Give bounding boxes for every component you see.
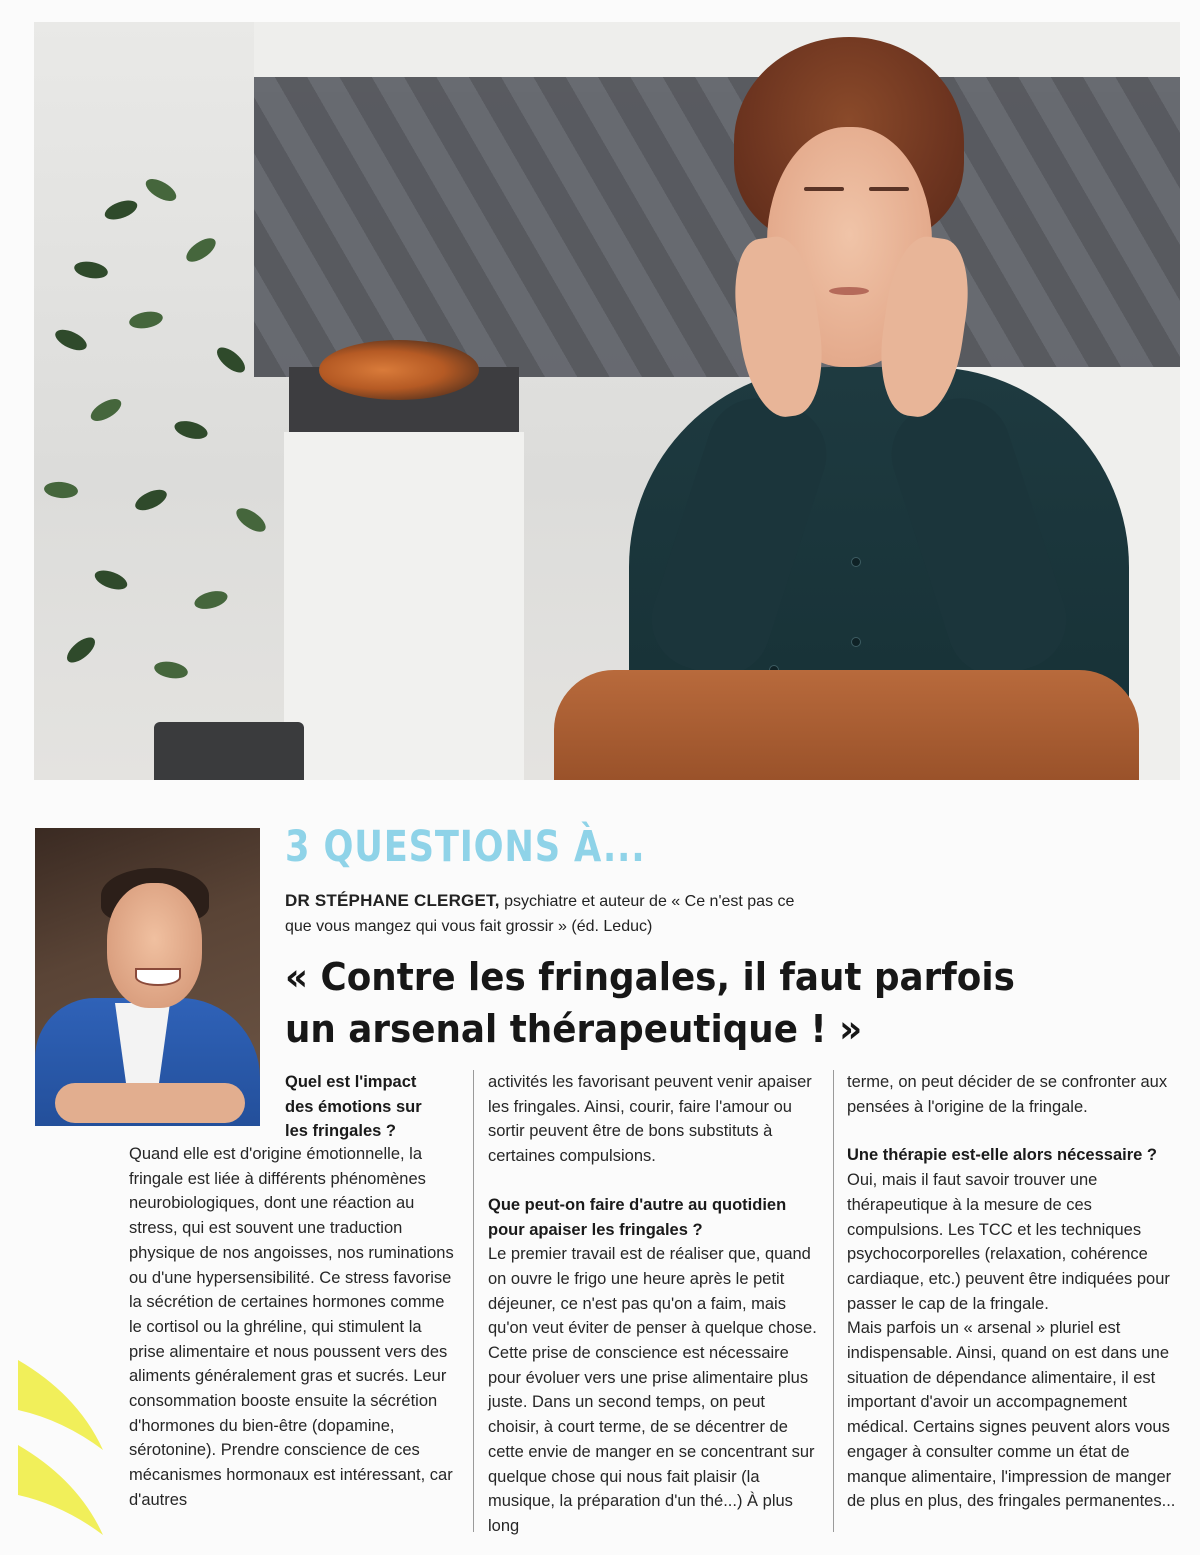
author-name: DR STÉPHANE CLERGET, (285, 891, 500, 910)
fruit-bowl (319, 340, 479, 400)
answer-3-paragraph-1: Oui, mais il faut savoir trouver une thérapeutique à la mesure de ces compulsions. Les TCC et les techniques psychocorporelles (relaxation, cohérence cardiaque, etc.) peuvent être indiquées pour passer le cap de la fringale. (847, 1171, 1170, 1313)
answer-1-part-2: activités les favorisant peuvent venir apaiser les fringales. Ainsi, courir, faire l'amour ou sortir peuvent être de bons substituts à certaines compulsions. (488, 1073, 812, 1166)
question-3-text: Une thérapie est-elle alors nécessaire ? (847, 1146, 1157, 1165)
question-1 (285, 1070, 445, 1144)
question-2-text: Que peut-on faire d'autre au quotidien pour apaiser les fringales ? (488, 1195, 787, 1239)
answer-2-part-2: terme, on peut décider de se confronter aux pensées à l'origine de la fringale. (847, 1073, 1168, 1116)
article-headline: « Contre les fringales, il faut parfois un arsenal thérapeutique ! » (285, 955, 1015, 1051)
woman-figure (589, 37, 1149, 780)
column-divider (833, 1070, 834, 1532)
column-3 (847, 1070, 1177, 1514)
answer-1-part-1: Quand elle est d'origine émotionnelle, la fringale est liée à différents phénomènes neurobiologiques, dont une réaction au stress, qui est souvent une traduction physique de nos angoisses, nos ruminations ou d'une hypersensibilité. Ce stress favorise la sécrétion de certaines hormones comme le cortisol ou la ghréline, qui stimulent la prise alimentaire et nous poussent vers des aliments généralement gras et sucrés. Leur consommation booste ensuite la sécrétion d'hormones du bien-être (dopamine, sérotonine). Prendre conscience de ces mécanismes hormonaux est intéressant, car d'autres (129, 1145, 454, 1509)
house-plant (34, 162, 334, 780)
answer-2-part-1: Le premier travail est de réaliser que, quand on ouvre le frigo une heure après le petit déjeuner, ce n'est pas qu'on a faim, mais qu'on veut éviter de penser à quelque chose. Cette prise de conscience est nécessaire pour évoluer vers une prise alimentaire plus juste. Dans un second temps, on peut choisir, à court terme, de se décentrer de cette envie de manger en se concentrant sur quelque chose qui nous fait plaisir (la musique, la préparation d'un thé...) À plus long (488, 1245, 817, 1535)
hero-photo (34, 22, 1180, 780)
question-1-text: Quel est l'impact des émotions sur les fringales ? (285, 1073, 422, 1141)
plant-pot (154, 722, 304, 780)
author-portrait (35, 828, 260, 1126)
author-description: psychiatre et auteur de « Ce n'est pas ce que vous mangez qui vous fait grossir » (éd. Leduc) (285, 893, 795, 935)
column-2 (488, 1070, 818, 1539)
quote-mark-icon (8, 1340, 118, 1540)
column-divider (473, 1070, 474, 1532)
answer-3-paragraph-2: Mais parfois un « arsenal » pluriel est indispensable. Ainsi, quand on est dans une situation de dépendance alimentaire, il est important d'avoir un accompagnement médical. Certains signes peuvent alors vous engager à consulter comme un état de manque alimentaire, l'impression de manger de plus en plus, des fringales permanentes... (847, 1319, 1176, 1511)
column-1 (129, 1142, 459, 1513)
author-byline (285, 888, 825, 939)
wooden-chair (554, 670, 1139, 780)
section-kicker: 3 QUESTIONS À... (285, 822, 646, 872)
